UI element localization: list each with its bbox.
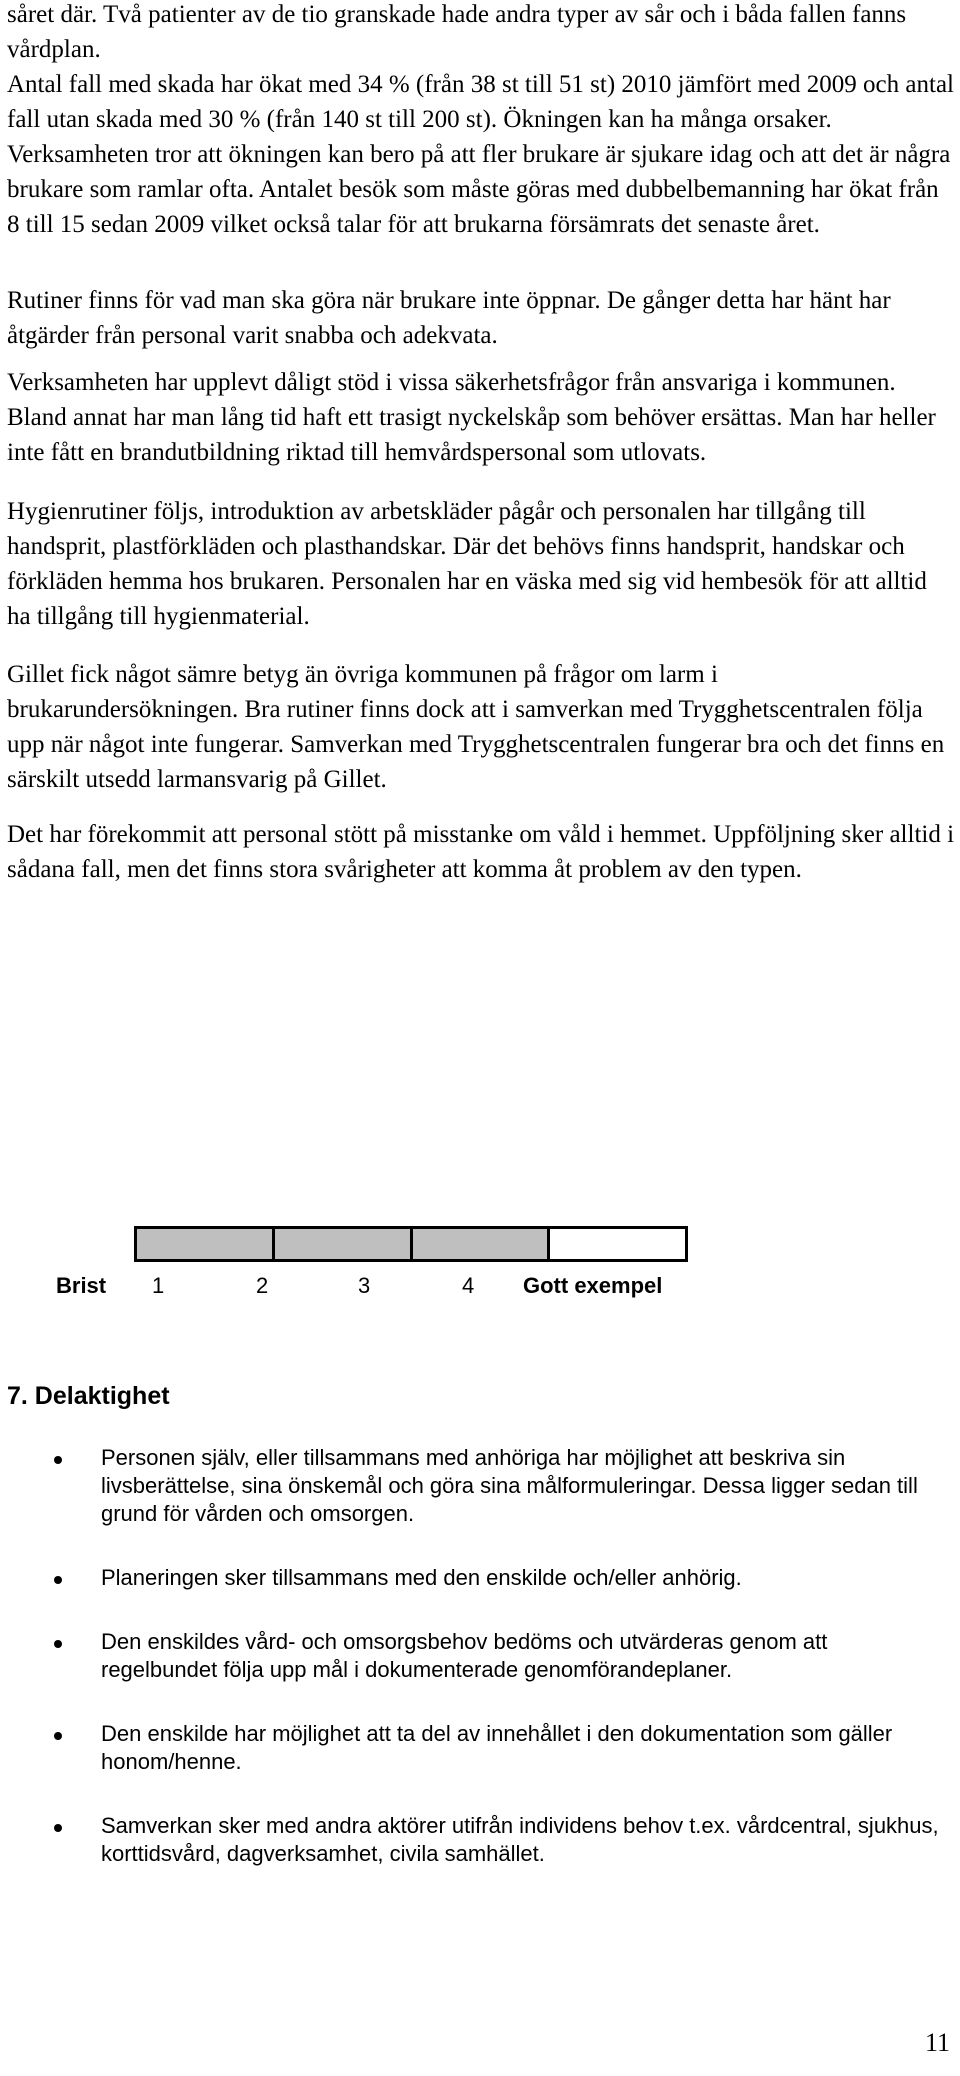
- rating-scale-bar: [134, 1226, 688, 1262]
- paragraph-hygiene: Hygienrutiner följs, introduktion av arbetskläder pågår och personalen har tillgång till handsprit, plastförkläden och plasthandskar. Där det behövs finns handsprit, handskar och förkläden hemma hos brukaren. Personalen har en väska med sig vid hembesök för att alltid ha tillgång till hygienmaterial.: [7, 498, 927, 630]
- bullet-list: [0, 1444, 960, 1904]
- rating-segment-2: [275, 1229, 413, 1259]
- rating-low-label: Brist: [56, 1273, 107, 1298]
- paragraph-injury-statistics: Antal fall med skada har ökat med 34 % (från 38 st till 51 st) 2010 jämfört med 2009 och antal fall utan skada med 30 % (från 140 st till 200 st). Ökningen kan ha många orsaker. Verksamheten tror att ökningen kan bero på att fler brukare är sjukare idag och att det är några brukare som ramlar ofta. Antalet besök som måste göras med dubbelbemanning har ökat från 8 till 15 sedan 2009 vilket också talar för att brukarna försämrats det senaste året.: [7, 71, 954, 238]
- rating-segment-1: [137, 1229, 275, 1259]
- paragraph-violence: Det har förekommit att personal stött på misstanke om våld i hemmet. Uppföljning sker alltid i sådana fall, men det finns stora svårigheter att komma åt problem av den typen.: [7, 821, 955, 883]
- paragraph-safety-support: Verksamheten har upplevt dåligt stöd i vissa säkerhetsfrågor från ansvariga i kommunen. Bland annat har man lång tid haft ett trasigt nyckelskåp som behöver ersättas. Man har heller inte fått en brandutbildning riktad till hemvårdspersonal som utlovats.: [7, 369, 936, 466]
- page-number: 11: [924, 2028, 950, 2057]
- list-item: Den enskildes vård- och omsorgsbehov bedöms och utvärderas genom att regelbundet följa upp mål i dokumenterade genomförandeplaner.: [0, 1628, 941, 1684]
- paragraph-routines: Rutiner finns för vad man ska göra när brukare inte öppnar. De gånger detta har hänt har åtgärder från personal varit snabba och adekvata.: [7, 287, 891, 349]
- paragraph-alarms: Gillet fick något sämre betyg än övriga kommunen på frågor om larm i brukarundersökningen. Bra rutiner finns dock att i samverkan med Trygghetscentralen följa upp när något inte fungerar. Samverkan med Trygghetscentralen fungerar bra och det finns en särskilt utsedd larmansvarig på Gillet.: [7, 661, 945, 793]
- section-heading: 7. Delaktighet: [7, 1382, 170, 1410]
- rating-tick-4: 4: [462, 1273, 475, 1298]
- paragraph-wound-care: såret där. Två patienter av de tio granskade hade andra typer av sår och i båda fallen fanns vårdplan.: [7, 1, 907, 63]
- rating-segment-3: [413, 1229, 551, 1259]
- list-item: Samverkan sker med andra aktörer utifrån individens behov t.ex. vårdcentral, sjukhus, korttidsvård, dagverksamhet, civila samhället.: [0, 1812, 941, 1868]
- list-item: Planeringen sker tillsammans med den enskilde och/eller anhörig.: [0, 1564, 941, 1592]
- rating-tick-1: 1: [152, 1273, 165, 1298]
- rating-high-label: Gott exempel: [523, 1273, 663, 1298]
- list-item: Den enskilde har möjlighet att ta del av innehållet i den dokumentation som gäller honom/henne.: [0, 1720, 941, 1776]
- list-item: Personen själv, eller tillsammans med anhöriga har möjlighet att beskriva sin livsberättelse, sina önskemål och göra sina målformuleringar. Dessa ligger sedan till grund för vården och omsorgen.: [0, 1444, 941, 1528]
- rating-segment-4: [550, 1229, 685, 1259]
- rating-tick-2: 2: [256, 1273, 269, 1298]
- rating-tick-3: 3: [358, 1273, 371, 1298]
